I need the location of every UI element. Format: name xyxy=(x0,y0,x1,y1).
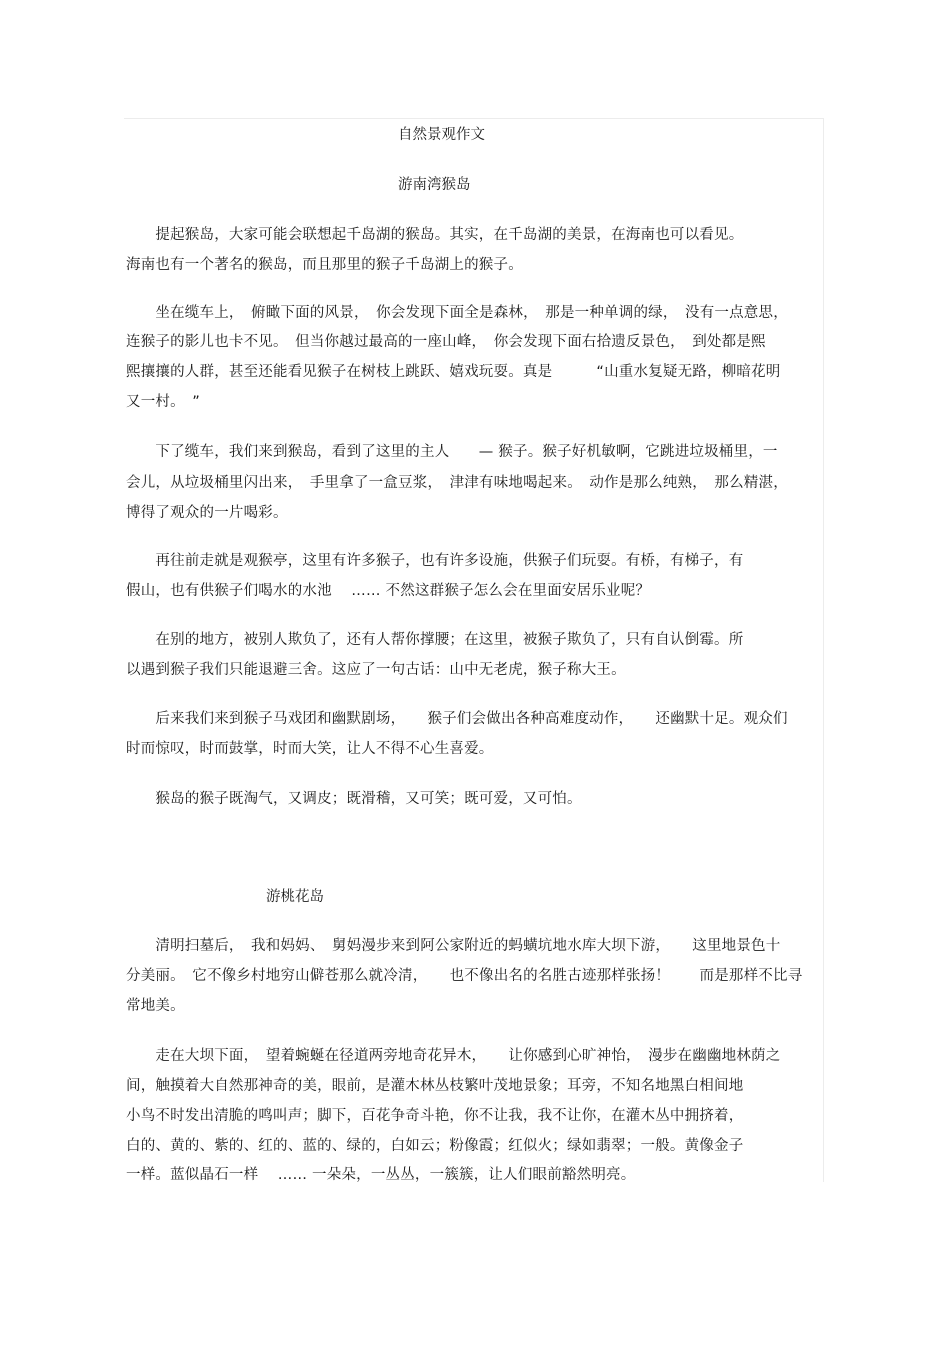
essay-1-p2-line-4: 又一村。 ” xyxy=(126,394,200,410)
essay-1-p6-line-1: 后来我们来到猴子马戏团和幽默剧场， 猴子们会做出各种高难度动作， 还幽默十足。观众们 xyxy=(126,711,788,727)
essay-1-p3-line-2: 会儿，从垃圾桶里闪出来， 手里拿了一盒豆浆， 津津有味地喝起来。 动作是那么纯熟， 那么精湛， xyxy=(126,475,788,491)
essay-2-p2-line-1: 走在大坝下面， 望着蜿蜒在径道两旁地奇花异木， 让你感到心旷神怡， 漫步在幽幽地林荫之 xyxy=(126,1048,781,1064)
document-title: 自然景观作文 xyxy=(398,127,485,143)
essay-2-p2-line-5: 一样。蓝似晶石一样 …… 一朵朵，一丛丛，一簇簇，让人们眼前豁然明亮。 xyxy=(126,1167,636,1183)
essay-1-p6-line-2: 时而惊叹，时而鼓掌，时而大笑，让人不得不心生喜爱。 xyxy=(126,741,494,757)
essay-1-p2-line-2: 连猴子的影儿也卡不见。 但当你越过最高的一座山峰， 你会发现下面右拾遗反景色， 到处都是熙 xyxy=(126,334,766,350)
essay-1-p5-line-2: 以遇到猴子我们只能退避三舍。这应了一句古话：山中无老虎，猴子称大王。 xyxy=(126,662,626,678)
document-page xyxy=(124,118,824,1182)
essay-2-p1-line-3: 常地美。 xyxy=(126,998,185,1014)
essay-2-p2-line-4: 白的、黄的、紫的、红的、蓝的、绿的，白如云；粉像霞；红似火；绿如翡翠；一般。黄像金子 xyxy=(126,1138,744,1154)
essay-1-p1-line-2: 海南也有一个著名的猴岛，而且那里的猴子千岛湖上的猴子。 xyxy=(126,257,523,273)
essay-2-p1-line-1: 清明扫墓后， 我和妈妈、 舅妈漫步来到阿公家附近的蚂蟥坑地水库大坝下游， 这里地景色十 xyxy=(126,938,781,954)
essay-2-p1-line-2: 分美丽。 它不像乡村地穷山僻苍那么就冷清， 也不像出名的名胜古迹那样张扬！ 而是那样不比寻 xyxy=(126,968,803,984)
essay-2-p2-line-3: 小鸟不时发出清脆的鸣叫声；脚下，百花争奇斗艳，你不让我，我不让你，在灌木丛中拥挤着， xyxy=(126,1108,744,1124)
essay-1-p4-line-1: 再往前走就是观猴亭，这里有许多猴子，也有许多设施，供猴子们玩耍。有桥，有梯子，有 xyxy=(126,553,744,569)
essay-1-p4-line-2: 假山，也有供猴子们喝水的水池 …… 不然这群猴子怎么会在里面安居乐业呢？ xyxy=(126,583,651,599)
essay-1-p3-line-1: 下了缆车，我们来到猴岛，看到了这里的主人 — 猴子。猴子好机敏啊，它跳进垃圾桶里，一 xyxy=(126,444,778,460)
essay-1-p1-line-1: 提起猴岛，大家可能会联想起千岛湖的猴岛。其实，在千岛湖的美景，在海南也可以看见。 xyxy=(126,227,744,243)
essay-2-p2-line-2: 间，触摸着大自然那神奇的美，眼前，是灌木林丛枝繁叶茂地景象；耳旁，不知名地黑白相间地 xyxy=(126,1078,744,1094)
essay-1-p2-line-1: 坐在缆车上， 俯瞰下面的风景， 你会发现下面全是森林， 那是一种单调的绿， 没有一点意思， xyxy=(126,305,788,321)
essay-1-title: 游南湾猴岛 xyxy=(398,177,471,193)
essay-1-p3-line-3: 博得了观众的一片喝彩。 xyxy=(126,505,288,521)
essay-1-p7-line-1: 猴岛的猴子既淘气，又调皮；既滑稽，又可笑；既可爱，又可怕。 xyxy=(126,791,582,807)
essay-1-p5-line-1: 在别的地方，被别人欺负了，还有人帮你撑腰；在这里，被猴子欺负了，只有自认倒霉。所 xyxy=(126,632,744,648)
essay-2-title: 游桃花岛 xyxy=(266,889,324,905)
essay-1-p2-line-3: 熙攘攘的人群，甚至还能看见猴子在树枝上跳跃、嬉戏玩耍。真是 “山重水复疑无路，柳暗花明 xyxy=(126,364,781,380)
